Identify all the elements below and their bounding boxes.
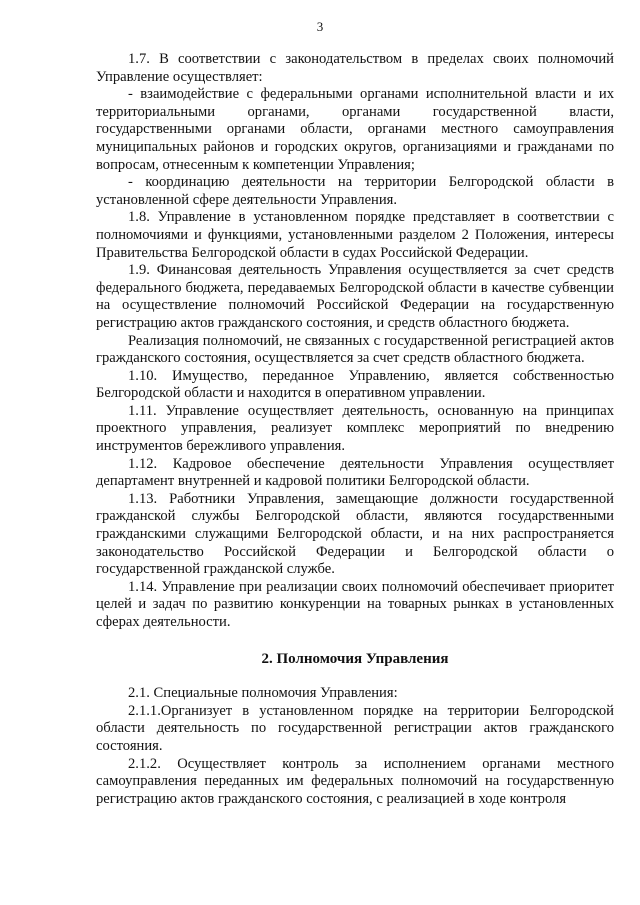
section-2-paragraphs — [96, 685, 614, 808]
paragraph: 1.9. Финансовая деятельность Управления осуществляется за счет средств федерального бюджета, передаваемых Белгородской области в качестве субвенции на осуществление полномочий Российской Федерации на государственную регистрацию актов гражданского состояния, и средств областного бюджета. — [96, 262, 614, 331]
paragraph: - координацию деятельности на территории Белгородской области в установленной сфере деятельности Управления. — [96, 174, 614, 208]
paragraph: 2.1.2. Осуществляет контроль за исполнением органами местного самоуправления переданных им федеральных полномочий на государственную регистрацию актов гражданского состояния, с реализацией в ходе контроля — [96, 755, 614, 807]
paragraph: 1.7. В соответствии с законодательством в пределах своих полномочий Управление осуществляет: — [96, 51, 614, 85]
paragraph: 1.10. Имущество, переданное Управлению, является собственностью Белгородской области и находится в оперативном управлении. — [96, 367, 614, 402]
paragraph: 2.1.1.Организует в установленном порядке на территории Белгородской области деятельность по государственной регистрации актов гражданского состояния. — [96, 702, 614, 754]
paragraph: 2.1. Специальные полномочия Управления: — [128, 685, 398, 702]
paragraph: 1.11. Управление осуществляет деятельность, основанную на принципах проектного управления, реализует комплекс мероприятий по внедрению инструментов бережливого управления. — [96, 402, 614, 455]
page-number: 3 — [316, 19, 324, 34]
paragraph: 1.12. Кадровое обеспечение деятельности Управления осуществляет департамент внутренней и кадровой политики Белгородской области. — [96, 455, 614, 490]
paragraph: Реализация полномочий, не связанных с государственной регистрацией актов гражданского состояния, осуществляется за счет средств областного бюджета. — [96, 332, 614, 367]
section-heading: 2. Полномочия Управления — [261, 650, 449, 667]
paragraph: 1.14. Управление при реализации своих полномочий обеспечивает приоритет целей и задач по развитию конкуренции на товарных рынках в установленных сферах деятельности. — [96, 578, 614, 630]
paragraph: 1.8. Управление в установленном порядке представляет в соответствии с полномочиями и функциями, установленными разделом 2 Положения, интересы Правительства Белгородской области в судах Российской Федерации. — [96, 209, 614, 261]
section-1-paragraphs — [96, 51, 614, 632]
paragraph: 1.13. Работники Управления, замещающие должности государственной гражданской службы Белгородской области, являются государственными гражданскими служащими Белгородской области, и на них распространяется законодательство Российской Федерации и Белгородской области о государственной гражданской службе. — [96, 490, 614, 578]
document-body — [96, 51, 614, 808]
paragraph: - взаимодействие с федеральными органами исполнительной власти и их территориальными органами, органами государственной власти, государственными органами области, органами местного самоуправления муниципальных районов и городских округов, организациями и гражданами по вопросам, отнесенным к компетенции Управления; — [96, 86, 614, 173]
